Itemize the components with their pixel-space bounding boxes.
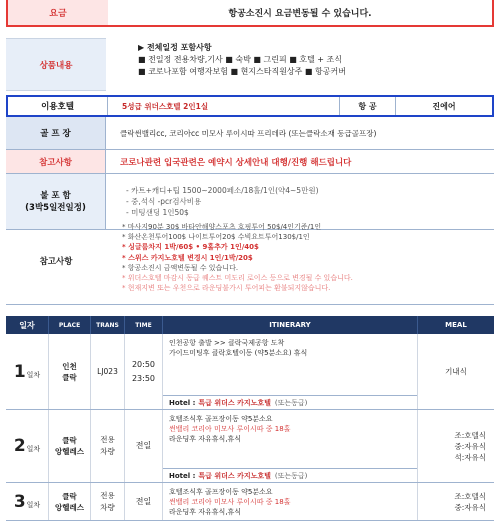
time-text: 20:50 23:50 [131, 359, 156, 383]
place-text: 클락 앙헬레스 [55, 436, 84, 456]
itinerary-line: 가이드미팅후 클락호텔이동 (약5분소요) 휴식 [169, 349, 308, 357]
meal-cell [418, 410, 494, 482]
hotel-sub: (또는동급) [274, 398, 308, 407]
place-cell [49, 334, 91, 409]
golf-row [6, 117, 494, 150]
hotel-prefix: Hotel : [169, 471, 196, 480]
reference-item: * 항공소진시 금액변동될 수 있습니다. [122, 263, 239, 272]
itinerary-row-day-2 [6, 410, 494, 483]
reference-item: * 싱글룸차지 1박/60$ • 9홀추가 1인/40$ [122, 243, 259, 252]
trans-cell [91, 410, 125, 482]
itinerary-line: 호텔조식후 골프장이동 약5분소요 [169, 415, 273, 423]
reference-item: * 현재지변 또는 우천으로 라운딩불가시 투어피는 환불되지않습니다. [122, 284, 331, 293]
itinerary-line: 라운딩후 자유휴식,휴식 [169, 435, 242, 443]
reference-item: * 스위스 카지노호텔 변경시 1인/1박/20$ [122, 253, 253, 262]
itinerary-header [6, 316, 494, 334]
itinerary-row-day-1 [6, 334, 494, 410]
fee-label: 요금 [8, 0, 108, 25]
itinerary-text [163, 410, 417, 468]
time-text: 전일 [135, 496, 152, 506]
fee-section [6, 0, 494, 27]
exclusion-item: - 중,석식 -pcr검사비용 [126, 197, 202, 206]
header-trans: TRANS [91, 316, 125, 334]
meal-text: 조:호텔식 중:자유식 석:자유식 [454, 430, 486, 462]
hotel-row [6, 95, 494, 117]
itinerary-line: 썬밸리 코리아 미모사 루이시따 중 18홀 [169, 498, 291, 506]
time-cell [125, 334, 163, 409]
header-itinerary: ITINERARY [163, 316, 418, 334]
note-value: 코로나관련 입국관련은 예약시 상세안내 대행/진행 해드립니다 [120, 157, 352, 168]
note-row [6, 150, 494, 174]
time-text: 전일 [135, 441, 152, 450]
itinerary-cell [163, 334, 418, 409]
meal-cell [418, 483, 494, 520]
product-line-1: ▶ 전체일정 포함사항 [138, 42, 494, 54]
day-number: 1 [13, 361, 26, 382]
golf-value: 클락썬밸리cc, 코리아cc 미모사 루이시따 프리데라 (또는클락소재 동급골프장) [120, 128, 377, 138]
product-line-2: ■ 전일정 전용차량,기사 ■ 숙박 ■ 그린피 ■ 호텔 + 조식 [138, 55, 343, 64]
exclusion-label-sub: (3박5일전일정) [25, 202, 86, 213]
hotel-name: 특급 위더스 카지노호텔 [198, 471, 271, 480]
meal-cell [418, 334, 494, 409]
hotel-line [163, 395, 417, 409]
itinerary-text [163, 334, 417, 395]
product-line-3: ■ 코로나포함 여행자보험 ■ 현지스타직원상주 ■ 항공커버 [138, 67, 346, 76]
itinerary-table [6, 316, 494, 521]
header-time: TIME [125, 316, 163, 334]
hotel-label: 이용호텔 [8, 97, 108, 115]
time-cell [125, 483, 163, 520]
reference-item: * 화산온천투어100$ 나이트투어20$ 수빅요트투어130$/1인 [122, 233, 310, 242]
trans-text: LJ023 [97, 366, 118, 376]
place-text: 클락 앙헬레스 [55, 491, 84, 512]
day-cell [6, 334, 49, 409]
product-body [106, 38, 494, 91]
itinerary-line: 썬밸리 코리아 미모사 루이시따 중 18홀 [169, 425, 291, 433]
day-number: 3 [13, 491, 26, 512]
product-label: 상품내용 [6, 38, 106, 91]
info-table [6, 95, 494, 230]
itinerary-row-day-3 [6, 483, 494, 521]
place-cell [49, 410, 91, 482]
meal-text: 기내식 [445, 367, 467, 376]
trans-cell [91, 483, 125, 520]
air-label: 항 공 [340, 97, 396, 115]
place-cell [49, 483, 91, 520]
day-cell [6, 410, 49, 482]
header-place: PLACE [49, 316, 91, 334]
reference-item: * 위더스호텔 마감시 동급 퀘스트 미도리 로이스 등으로 변경될 수 있습니다. [122, 274, 353, 283]
itinerary-line: 라운딩후 자유휴식,휴식 [169, 508, 242, 516]
place-text: 인천 클락 [62, 361, 77, 382]
day-suffix: 일차 [26, 370, 41, 379]
itinerary-cell [163, 483, 418, 520]
note-label: 참고사항 [6, 150, 106, 173]
itinerary-line: 호텔조식후 골프장이동 약5분소요 [169, 488, 273, 496]
exclusion-item: - 카트+캐디+팁 1500~2000페소/18홀/1인(약4~5만원) [126, 186, 319, 195]
golf-label: 골 프 장 [6, 117, 106, 149]
itinerary-cell [163, 410, 418, 482]
itinerary-text [163, 483, 417, 520]
trans-text: 전용 차량 [100, 490, 115, 512]
header-meal: MEAL [445, 321, 467, 329]
reference-item: * 마사지90분 30$ 바타안해양스포츠 호핑투어 50$/4인기준/1인 [122, 223, 322, 231]
hotel-name: 특급 위더스 카지노호텔 [198, 398, 271, 407]
hotel-sub: (또는동급) [274, 471, 308, 480]
meal-text: 조:호텔식 중:자유식 [454, 491, 486, 512]
day-number: 2 [13, 436, 26, 456]
day-suffix: 일차 [26, 445, 41, 453]
hotel-value: 5성급 위더스호텔 2인1실 [108, 97, 340, 115]
header-day: 일자 [6, 316, 49, 334]
reference-label: 참고사항 [39, 257, 73, 267]
reference-section [6, 218, 494, 305]
product-section [6, 38, 494, 91]
air-value: 진에어 [432, 101, 456, 111]
time-cell [125, 410, 163, 482]
hotel-prefix: Hotel : [169, 398, 196, 407]
trans-text: 전용 차량 [100, 435, 115, 456]
trans-cell [91, 334, 125, 409]
day-cell [6, 483, 49, 520]
fee-note: 항공소진시 요금변동될 수 있습니다. [228, 9, 372, 19]
hotel-line [163, 468, 417, 482]
reference-list [106, 218, 494, 304]
exclusion-label-main: 불 포 함 [40, 190, 71, 201]
day-suffix: 일차 [26, 500, 41, 509]
itinerary-line: 인천공항 출발 >> 클락국제공항 도착 [169, 339, 285, 347]
exclusion-item: - 미팅샌딩 1인50$ [126, 208, 189, 217]
